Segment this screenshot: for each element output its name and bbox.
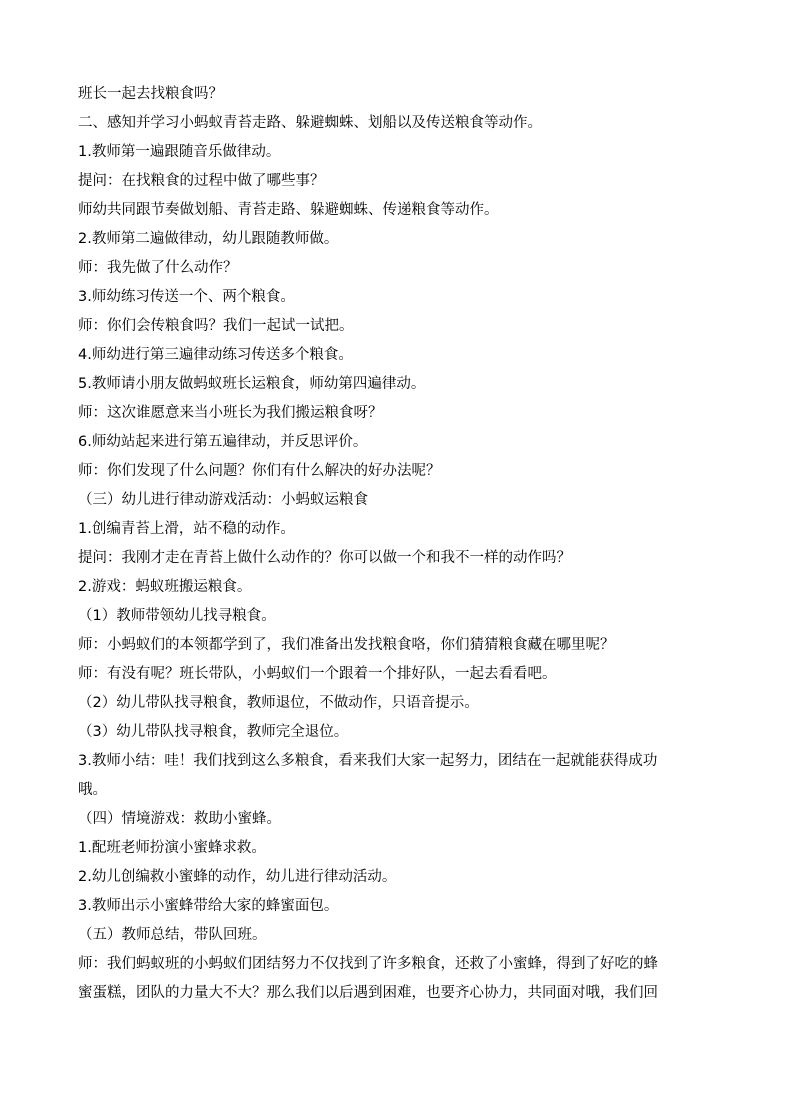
text-line: 师：我先做了什么动作？	[78, 260, 238, 276]
text-line: 师：小蚂蚁们的本领都学到了，我们准备出发找粮食咯，你们猜猜粮食藏在哪里呢？	[78, 637, 615, 653]
section-heading: （四）情境游戏：救助小蜜蜂。	[78, 811, 281, 827]
text-line: 师：我们蚂蚁班的小蚂蚁们团结努力不仅找到了许多粮食，还救了小蜜蜂，得到了好吃的蜂	[78, 956, 658, 972]
text-line: 2.幼儿创编救小蜜蜂的动作，幼儿进行律动活动。	[78, 869, 397, 885]
text-line: 1.教师第一遍跟随音乐做律动。	[78, 144, 281, 160]
text-line: 提问：在找粮食的过程中做了哪些事？	[78, 173, 325, 189]
text-line: 2.教师第二遍做律动，幼儿跟随教师做。	[78, 231, 339, 247]
text-line: 2.游戏：蚂蚁班搬运粮食。	[78, 579, 252, 595]
text-line: 3.教师出示小蜜蜂带给大家的蜂蜜面包。	[78, 898, 339, 914]
text-line: 师：你们发现了什么问题？你们有什么解决的好办法呢？	[78, 463, 441, 479]
section-heading: （三）幼儿进行律动游戏活动：小蚂蚁运粮食	[78, 492, 368, 508]
text-line: （2）幼儿带队找寻粮食，教师退位，不做动作，只语音提示。	[78, 695, 479, 711]
text-line: 6.师幼站起来进行第五遍律动，并反思评价。	[78, 434, 368, 450]
text-line: （3）幼儿带队找寻粮食，教师完全退位。	[78, 724, 349, 740]
text-line: 1.配班老师扮演小蜜蜂求救。	[78, 840, 266, 856]
text-line: 哦。	[78, 782, 107, 798]
text-line: 师：这次谁愿意来当小班长为我们搬运粮食呀？	[78, 405, 383, 421]
text-line: 师：有没有呢？班长带队，小蚂蚁们一个跟着一个排好队，一起去看看吧。	[78, 666, 557, 682]
text-line: 提问：我刚才走在青苔上做什么动作的？你可以做一个和我不一样的动作吗？	[78, 550, 571, 566]
section-heading: （五）教师总结，带队回班。	[78, 927, 267, 943]
text-line: 3.教师小结：哇！我们找到这么多粮食，看来我们大家一起努力，团结在一起就能获得成功	[78, 753, 658, 769]
text-line: 3.师幼练习传送一个、两个粮食。	[78, 289, 295, 305]
text-line: 师幼共同跟节奏做划船、青苔走路、躲避蜘蛛、传递粮食等动作。	[78, 202, 499, 218]
text-line: 师：你们会传粮食吗？我们一起试一试把。	[78, 318, 354, 334]
text-line: 5.教师请小朋友做蚂蚁班长运粮食，师幼第四遍律动。	[78, 376, 426, 392]
text-line: （1）教师带领幼儿找寻粮食。	[78, 608, 276, 624]
text-line: 班长一起去找粮食吗？	[78, 86, 223, 102]
section-heading: 二、感知并学习小蚂蚁青苔走路、躲避蜘蛛、划船以及传送粮食等动作。	[78, 115, 542, 131]
text-line: 蜜蛋糕，团队的力量大不大？那么我们以后遇到困难，也要齐心协力，共同面对哦，我们回	[78, 985, 658, 1001]
text-line: 4.师幼进行第三遍律动练习传送多个粮食。	[78, 347, 353, 363]
document-body	[78, 80, 718, 1008]
text-line: 1.创编青苔上滑，站不稳的动作。	[78, 521, 295, 537]
